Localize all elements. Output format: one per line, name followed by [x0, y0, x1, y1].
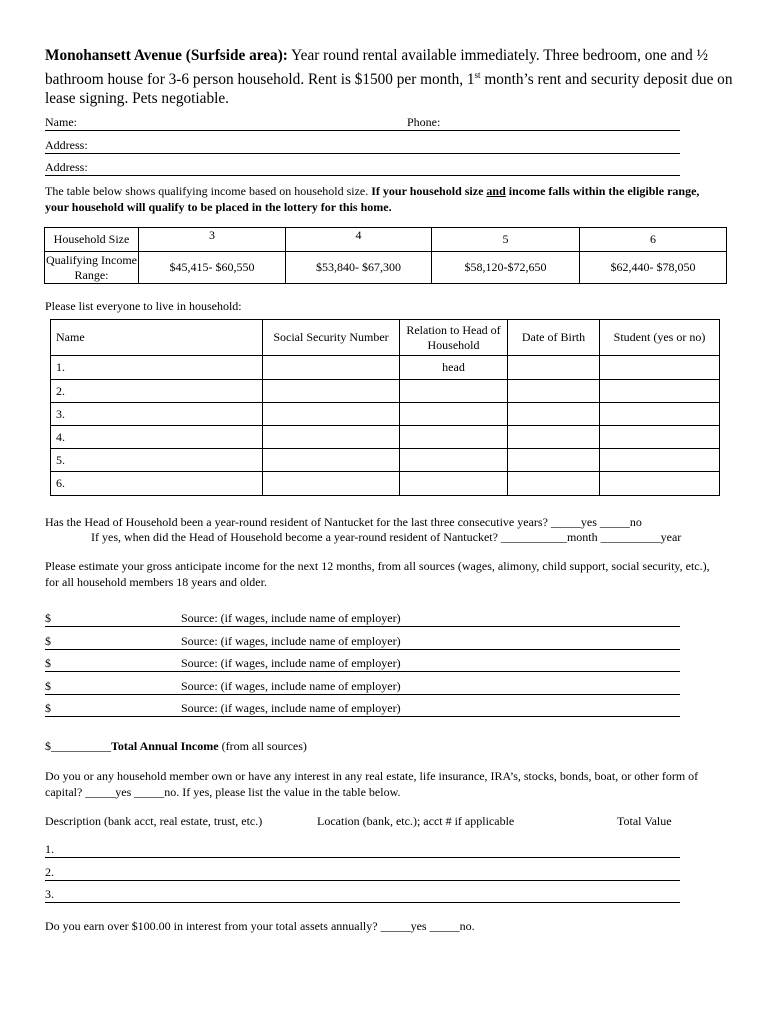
- income-source-line[interactable]: [45, 610, 680, 627]
- range-cell: $53,840- $67,300: [286, 252, 432, 284]
- table-row: [51, 426, 720, 449]
- residency-question[interactable]: Has the Head of Household been a year-round resident of Nantucket for the last three consecutive years? _____yes _____no: [45, 515, 642, 529]
- dob-cell[interactable]: [508, 403, 600, 426]
- source-label: Source: (if wages, include name of employer): [181, 656, 401, 670]
- dob-cell[interactable]: [508, 449, 600, 472]
- relation-cell[interactable]: [400, 380, 508, 403]
- intro-paragraph: [45, 46, 735, 109]
- income-source-line[interactable]: [45, 633, 680, 650]
- listing-text: Year round rental available immediately. Three bedroom, one and ½ bathroom house for 3-6 person household. Rent is $1500 per month, 1: [45, 47, 709, 88]
- range-cell: $62,440- $78,050: [580, 252, 727, 284]
- table-row: [51, 449, 720, 472]
- student-cell[interactable]: [600, 356, 720, 380]
- income-source-line[interactable]: [45, 655, 680, 672]
- total-income-line[interactable]: $__________Total Annual Income (from all sources): [45, 739, 307, 753]
- row-number[interactable]: 4.: [51, 426, 263, 449]
- income-source-line[interactable]: [45, 700, 680, 717]
- superscript: st: [474, 69, 481, 80]
- student-cell[interactable]: [600, 449, 720, 472]
- household-prompt: Please list everyone to live in household:: [45, 299, 242, 313]
- asset-line[interactable]: 3.: [45, 886, 680, 903]
- household-table: [50, 319, 720, 496]
- income-estimate-text: Please estimate your gross anticipate income for the next 12 months, from all sources (wages, alimony, child support, social security, etc.), for all household members 18 years and older.: [45, 559, 710, 589]
- household-size-label: Household Size: [45, 228, 139, 252]
- row-number[interactable]: 1.: [51, 356, 263, 380]
- header-name: Name: [51, 320, 263, 356]
- assets-question[interactable]: Do you or any household member own or have any interest in any real estate, life insurance, IRA’s, stocks, bonds, boat, or other form of capital? _____yes _____no. If yes, please list the value in the table below.: [45, 769, 699, 799]
- table-row: [51, 472, 720, 496]
- ssn-cell[interactable]: [263, 403, 400, 426]
- source-label: Source: (if wages, include name of employer): [181, 634, 401, 648]
- assets-col-value: Total Value: [617, 814, 672, 828]
- dob-cell[interactable]: [508, 356, 600, 380]
- phone-label: Phone:: [407, 115, 441, 129]
- relation-cell[interactable]: head: [400, 356, 508, 380]
- dob-cell[interactable]: [508, 426, 600, 449]
- range-cell: $45,415- $60,550: [139, 252, 286, 284]
- income-table: [44, 227, 727, 284]
- income-table-intro: The table below shows qualifying income based on household size. If your household size and income falls within the eligible range, your household will qualify to be placed in the lottery for this home.: [45, 184, 700, 214]
- relation-cell[interactable]: [400, 449, 508, 472]
- row-number[interactable]: 2.: [51, 380, 263, 403]
- dollar-sign: $: [45, 656, 51, 670]
- address-label: Address:: [45, 138, 88, 152]
- dollar-sign: $: [45, 701, 51, 715]
- assets-col-location: Location (bank, etc.); acct # if applicable: [317, 814, 515, 828]
- ssn-cell[interactable]: [263, 449, 400, 472]
- ssn-cell[interactable]: [263, 472, 400, 496]
- dob-cell[interactable]: [508, 380, 600, 403]
- interest-question[interactable]: Do you earn over $100.00 in interest from your total assets annually? _____yes _____no.: [45, 919, 475, 933]
- table-row: [51, 403, 720, 426]
- student-cell[interactable]: [600, 426, 720, 449]
- table-row: [51, 356, 720, 380]
- header-relation: Relation to Head of Household: [400, 320, 508, 356]
- listing-title: Monohansett Avenue (Surfside area):: [45, 47, 288, 64]
- student-cell[interactable]: [600, 472, 720, 496]
- header-student: Student (yes or no): [600, 320, 720, 356]
- name-label: Name:: [45, 115, 77, 129]
- income-range-label: Qualifying Income Range:: [46, 252, 137, 282]
- header-ssn: Social Security Number: [263, 320, 400, 356]
- residency-followup[interactable]: If yes, when did the Head of Household become a year-round resident of Nantucket? ___________month __________year: [91, 530, 682, 544]
- table-row: [51, 380, 720, 403]
- row-number[interactable]: 3.: [51, 403, 263, 426]
- ssn-cell[interactable]: [263, 380, 400, 403]
- size-cell: 4: [286, 228, 432, 252]
- source-label: Source: (if wages, include name of employer): [181, 679, 401, 693]
- ssn-cell[interactable]: [263, 426, 400, 449]
- row-number[interactable]: 6.: [51, 472, 263, 496]
- relation-cell[interactable]: [400, 403, 508, 426]
- size-cell: 5: [432, 228, 580, 252]
- address-label: Address:: [45, 160, 88, 174]
- name-phone-line[interactable]: [45, 114, 680, 131]
- ssn-cell[interactable]: [263, 356, 400, 380]
- dollar-sign: $: [45, 634, 51, 648]
- listing-text-end: month’s rent and security deposit due on lease signing. Pets negotiable.: [45, 70, 733, 108]
- address-line-2[interactable]: [45, 159, 680, 176]
- dollar-sign: $: [45, 611, 51, 625]
- student-cell[interactable]: [600, 380, 720, 403]
- dob-cell[interactable]: [508, 472, 600, 496]
- dollar-sign: $: [45, 679, 51, 693]
- range-cell: $58,120-$72,650: [432, 252, 580, 284]
- size-cell: 3: [139, 228, 286, 252]
- asset-line[interactable]: 2.: [45, 864, 680, 881]
- header-dob: Date of Birth: [508, 320, 600, 356]
- size-cell: 6: [580, 228, 727, 252]
- row-number[interactable]: 5.: [51, 449, 263, 472]
- asset-line[interactable]: 1.: [45, 841, 680, 858]
- relation-cell[interactable]: [400, 426, 508, 449]
- assets-col-description: Description (bank acct, real estate, trust, etc.): [45, 814, 263, 828]
- student-cell[interactable]: [600, 403, 720, 426]
- income-source-line[interactable]: [45, 678, 680, 695]
- source-label: Source: (if wages, include name of employer): [181, 701, 401, 715]
- address-line-1[interactable]: [45, 137, 680, 154]
- relation-cell[interactable]: [400, 472, 508, 496]
- source-label: Source: (if wages, include name of employer): [181, 611, 401, 625]
